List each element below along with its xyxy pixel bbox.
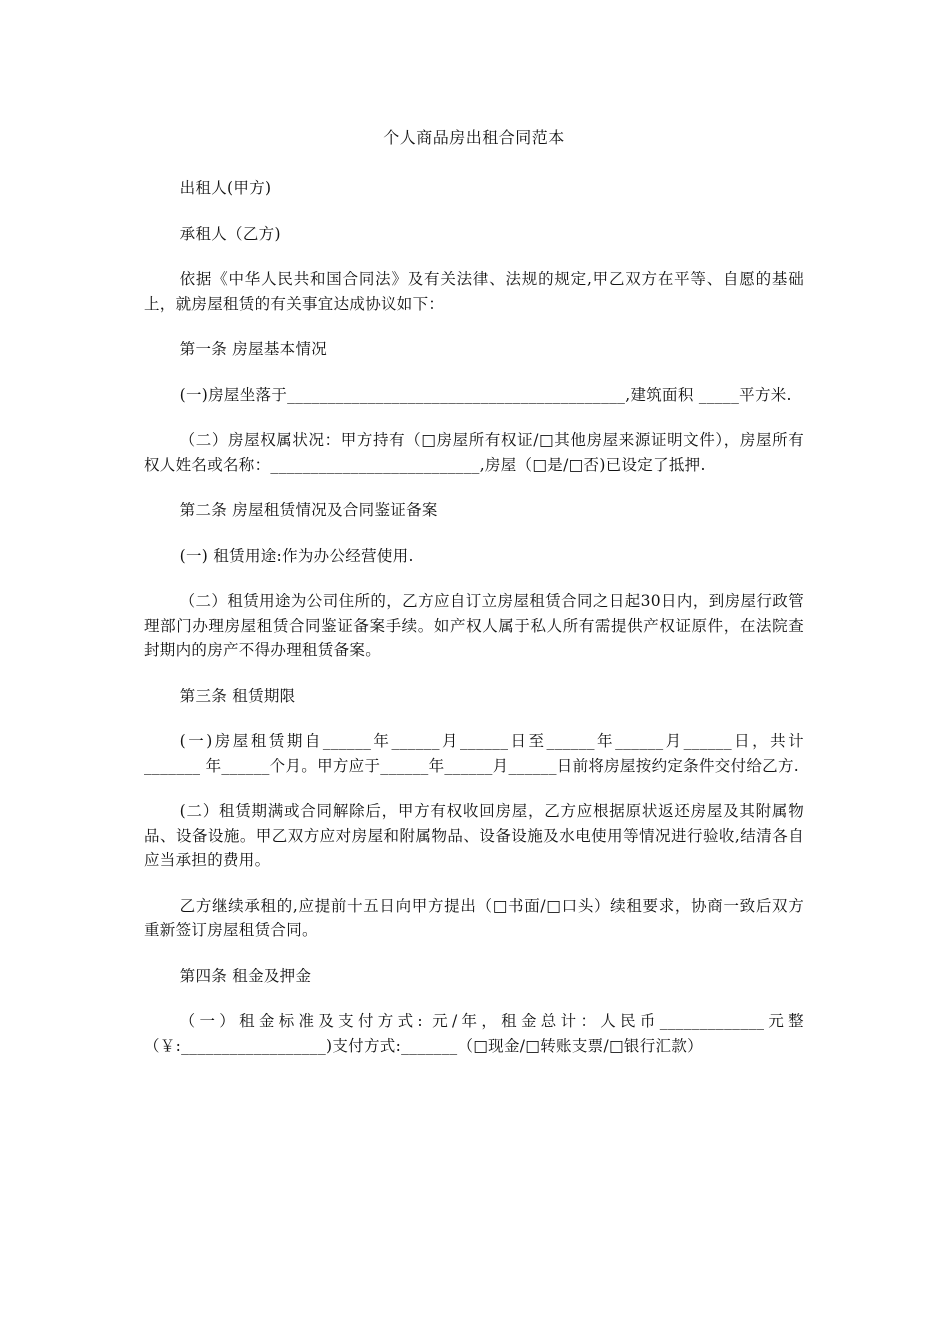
article-1-heading: 第一条 房屋基本情况 [179,340,328,358]
article-3-clause-2: (二）租赁期满或合同解除后，甲方有权收回房屋，乙方应根据原状返还房屋及其附属物品、设备设施。甲乙双方应对房屋和附属物品、设备设施及水电使用等情况进行验收,结清各自应当承担的费用。 [144,802,804,869]
article-4-heading: 第四条 租金及押金 [179,966,312,985]
lessee-line: 承租人（乙方) [179,224,281,243]
lessor-line: 出租人(甲方) [179,179,272,197]
article-2-clause-1: (一) 租赁用途:作为办公经营使用. [179,546,414,565]
document-title: 个人商品房出租合同范本 [383,128,565,147]
article-1-clause-2: （二）房屋权属状况：甲方持有（□房屋所有权证/□其他房屋来源证明文件），房屋所有权人姓名或名称：__________________________,房屋（□是/□否)已设定了抵押. [144,431,804,474]
article-1-clause-1: (一)房屋坐落于__________________________________________,建筑面积 _____平方米. [179,385,792,404]
article-2-clause-2: （二）租赁用途为公司住所的，乙方应自订立房屋租赁合同之日起30日内，到房屋行政管理部门办理房屋租赁合同鉴证备案手续。如产权人属于私人所有需提供产权证原件，在法院查封期内的房产不得办理租赁备案。 [144,592,804,659]
intro-paragraph: 依据《中华人民共和国合同法》及有关法律、法规的规定,甲乙双方在平等、自愿的基础上，就房屋租赁的有关事宜达成协议如下： [144,270,804,313]
article-3-clause-3: 乙方继续承租的,应提前十五日向甲方提出（□书面/□口头）续租要求，协商一致后双方重新签订房屋租赁合同。 [144,896,804,939]
document-page [144,126,804,1079]
article-3-heading: 第三条 租赁期限 [179,686,296,705]
article-2-heading: 第二条 房屋租赁情况及合同鉴证备案 [179,501,438,519]
article-4-clause-1: （一）租金标准及支付方式: 元/年，租金总计：人民币_____________元整（￥:__________________)支付方式:_______（□现金/□转账支票/□银行汇款） [144,1012,804,1055]
article-3-clause-1: (一)房屋租赁期自______年______月______日至______年______月______日，共计_______ 年______个月。甲方应于______年______月______日前将房屋按约定条件交付给乙方. [144,732,804,775]
